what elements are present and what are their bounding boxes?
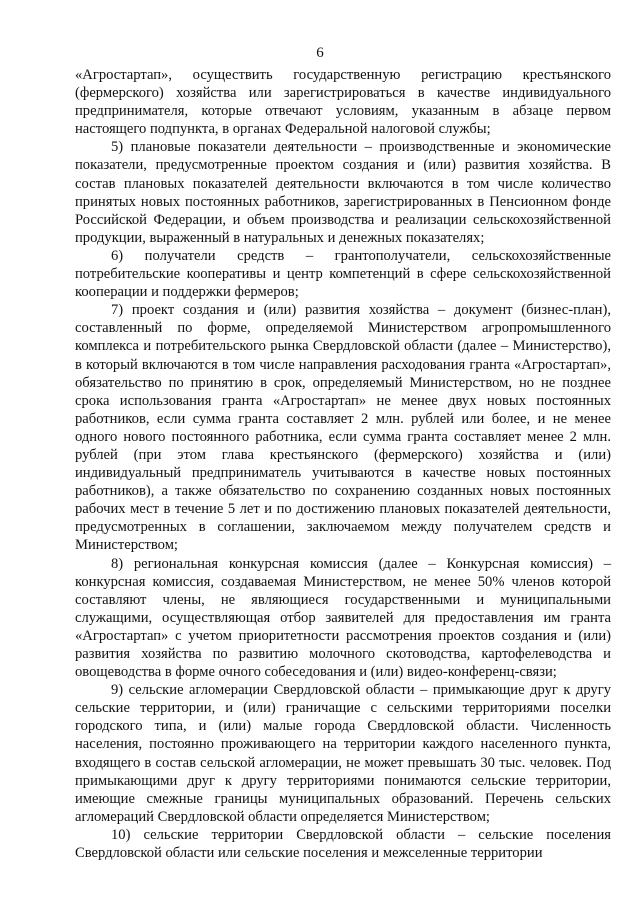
paragraph-item-8: 8) региональная конкурсная комиссия (далее – Конкурсная комиссия) – конкурсная комиссия, создаваемая Министерством, не менее 50% членов которой составляют члены, не являющиеся государственными и муниципальными служащими, осуществляющая отбор заявителей для предоставления им гранта «Агростартап» с учетом приоритетности рассмотрения проектов создания и (или) развития хозяйства по развитию молочного скотоводства, картофелеводства и овощеводства в форме очного собеседования и (или) видео-конференц-связи;: [75, 555, 611, 681]
paragraph-item-5: 5) плановые показатели деятельности – производственные и экономические показатели, предусмотренные проектом создания и (или) развития хозяйства. В состав плановых показателей деятельности включаются в том числе количество принятых новых постоянных работников, зарегистрированных в Пенсионном фонде Российской Федерации, и объем производства и реализации сельскохозяйственной продукции, выраженный в натуральных и денежных показателях;: [75, 139, 611, 246]
paragraph-item-7: 7) проект создания и (или) развития хозяйства – документ (бизнес-план), составленный по форме, определяемой Министерством агропромышленного комплекса и потребительского рынка Свердловской области (далее – Министерство), в который включаются в том числе направления расходования гранта «Агростартап», обязательство по принятию в срок, определяемый Министерством, но не позднее срока использования гранта «Агростартап» не менее двух новых постоянных работников, если сумма гранта составляет 2 млн. рублей или более, и не менее одного нового постоянного работника, если сумма гранта составляет менее 2 млн. рублей (при этом глава крестьянского (фермерского) хозяйства и (или) индивидуальный предприниматель учитываются в качестве новых постоянных работников), а также обязательство по сохранению созданных новых постоянных рабочих мест в течение 5 лет и по достижению плановых показателей деятельности, предусмотренных в соглашении, заключаемом между получателем средств и Министерством;: [75, 302, 611, 554]
page-number: 6: [316, 45, 324, 61]
paragraph-item-6: 6) получатели средств – грантополучатели, сельскохозяйственные потребительские кооперативы и центр компетенций в сфере сельскохозяйственной кооперации и поддержки фермеров;: [75, 247, 611, 301]
document-body: [75, 66, 611, 862]
paragraph-item-10: 10) сельские территории Свердловской области – сельские поселения Свердловской области или сельские поселения и межселенные территории: [75, 826, 611, 862]
paragraph-continuation: «Агростартап», осуществить государственную регистрацию крестьянского (фермерского) хозяйства или зарегистрироваться в качестве индивидуального предпринимателя, которые отвечают условиям, указанным в абзаце первом настоящего подпункта, в органах Федеральной налоговой службы;: [75, 67, 611, 138]
paragraph-item-9: 9) сельские агломерации Свердловской области – примыкающие друг к другу сельские территории, и (или) граничащие с сельскими территориями поселки городского типа, и (или) малые города Свердловской области. Численность населения, постоянно проживающего на территории каждого населенного пункта, входящего в состав сельской агломерации, не может превышать 30 тыс. человек. Под примыкающими друг к другу территориями понимаются сельские территории, имеющие смежные границы муниципальных образований. Перечень сельских агломераций Свердловской области определяется Министерством;: [75, 682, 611, 825]
